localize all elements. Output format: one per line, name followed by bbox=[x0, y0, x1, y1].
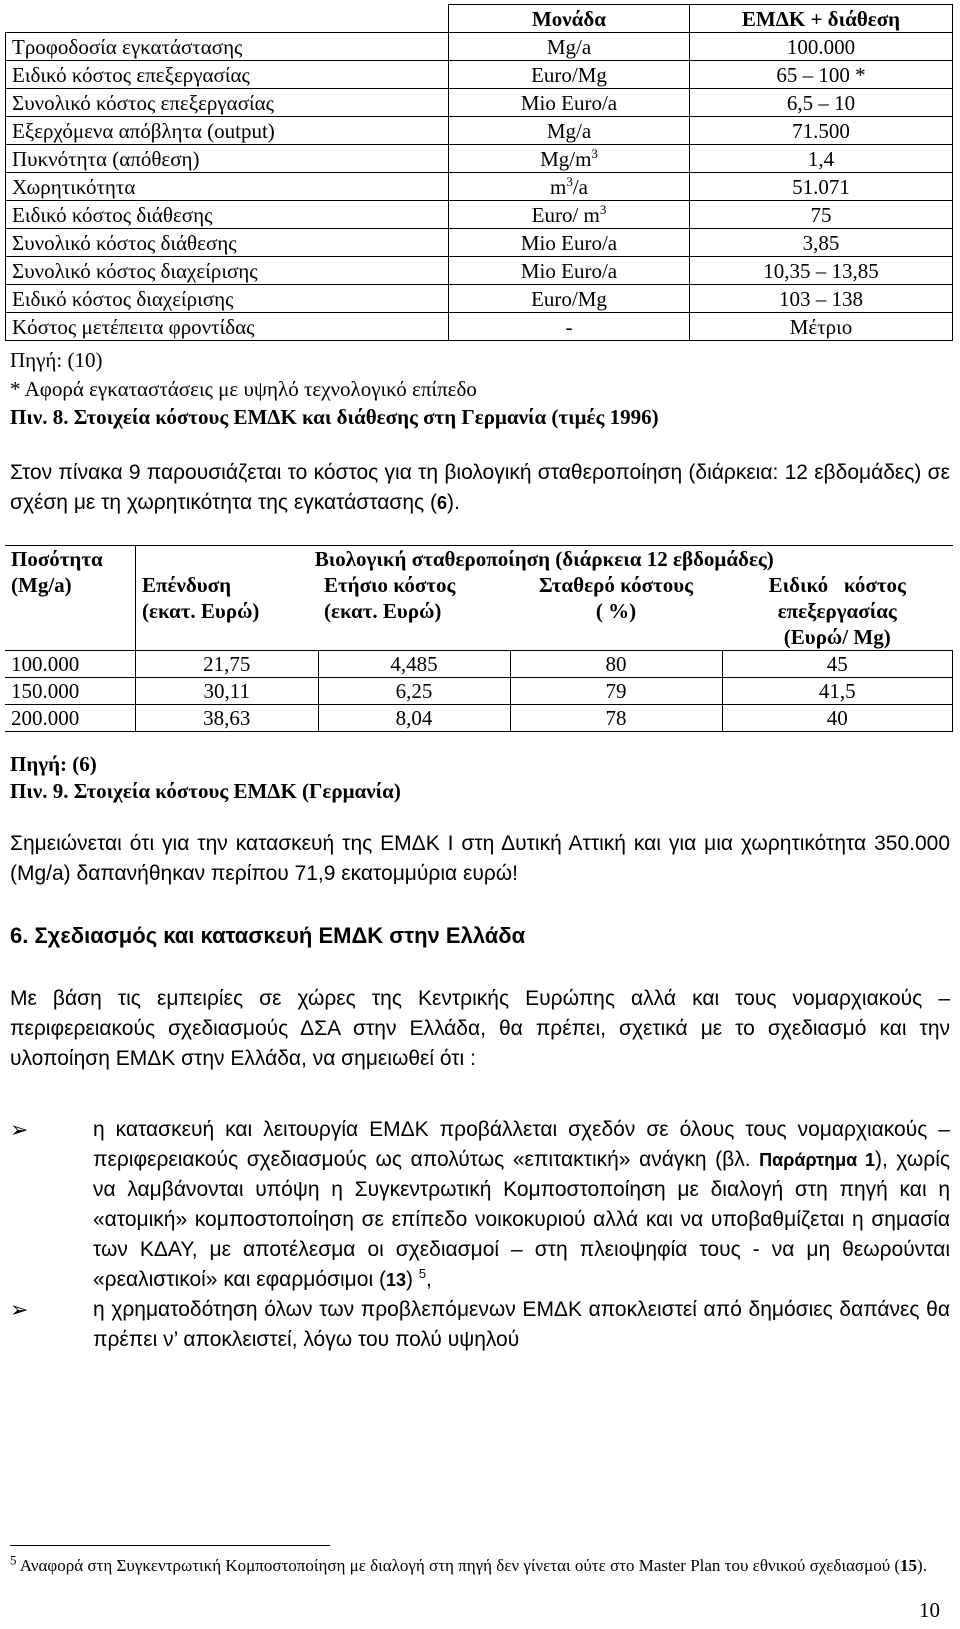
page-number: 10 bbox=[919, 1598, 940, 1622]
table-cell: Ειδικό κόστος επεξεργασίας bbox=[6, 61, 449, 89]
table-header-row bbox=[6, 5, 953, 33]
table-row bbox=[6, 145, 953, 173]
superscript: 3 bbox=[591, 145, 598, 161]
table-cell: 80 bbox=[510, 651, 722, 678]
table-cell: Mio Euro/a bbox=[449, 89, 690, 117]
superscript: 3 bbox=[566, 173, 573, 189]
table-row bbox=[6, 229, 953, 257]
table-header-cell: Μονάδα bbox=[449, 5, 690, 33]
table-header-cell bbox=[6, 5, 449, 33]
table-cell: Πυκνότητα (απόθεση) bbox=[6, 145, 449, 173]
table-cell: 51.071 bbox=[690, 173, 953, 201]
table-row bbox=[6, 313, 953, 341]
table-row bbox=[5, 678, 953, 705]
table-cell: Χωρητικότητα bbox=[6, 173, 449, 201]
arrow-bullet-icon: ➢ bbox=[10, 1117, 29, 1142]
table-row bbox=[6, 61, 953, 89]
table-cell: 4,485 bbox=[318, 651, 510, 678]
appendix-reference: Παράρτημα 1 bbox=[759, 1150, 875, 1170]
table-cell bbox=[449, 173, 690, 201]
bullet-text: η χρηματοδότηση όλων των προβλεπόμενων ΕΜΔΚ αποκλειστεί από δημόσιες δαπάνες θα πρέπει ν’ αποκλειστεί, λόγω του πολύ υψηλού bbox=[93, 1298, 950, 1351]
table-cell: 103 – 138 bbox=[690, 285, 953, 313]
table-cell: Ειδικό κόστος διαχείρισης bbox=[6, 285, 449, 313]
cost-table-germany bbox=[5, 4, 953, 341]
table-cell: Mio Euro/a bbox=[449, 257, 690, 285]
header-line: Ετήσιο κόστος bbox=[324, 573, 456, 597]
footnote-text: Αναφορά στη Συγκεντρωτική Κομποστοποίηση με διαλογή στη πηγή δεν γίνεται ούτε στο Master Plan του εθνικού σχεδιασμού ( bbox=[16, 1556, 901, 1575]
table-cell: 100.000 bbox=[5, 651, 136, 678]
table-cell: 30,11 bbox=[136, 678, 319, 705]
table-cell: 75 bbox=[690, 201, 953, 229]
table-cell: - bbox=[449, 313, 690, 341]
footnote bbox=[10, 1552, 950, 1577]
table-cell: Συνολικό κόστος επεξεργασίας bbox=[6, 89, 449, 117]
table-header-cell: ΕΜΔΚ + διάθεση bbox=[690, 5, 953, 33]
section-heading: 6. Σχεδιασμός και κατασκευή ΕΜΔΚ στην Ελλάδα bbox=[10, 923, 526, 948]
unit-text: Euro/ m bbox=[531, 202, 600, 227]
paragraph-text: Στον πίνακα 9 παρουσιάζεται το κόστος για τη βιολογική σταθεροποίηση (διάρκεια: 12 εβδομάδες) σε σχέση με τη χωρητικότητα της εγκατάστασης ( bbox=[10, 461, 950, 514]
table-row bbox=[5, 651, 953, 678]
table-caption: Πιν. 8. Στοιχεία κόστους ΕΜΔΚ και διάθεσης στη Γερμανία (τιμές 1996) bbox=[10, 405, 659, 429]
header-line: επεξεργασίας bbox=[777, 599, 897, 623]
paragraph-intro: Με βάση τις εμπειρίες σε χώρες της Κεντρικής Ευρώπης αλλά και τους νομαρχιακούς – περιφερειακούς σχεδιασμούς ΔΣΑ στην Ελλάδα, θα πρέπει, σχετικά με το σχεδιασμό και την υλοποίηση ΕΜΔΚ στην Ελλάδα, να σημειωθεί ότι : bbox=[10, 987, 950, 1070]
bullet-text: η κατασκευή και λειτουργία ΕΜΔΚ προβάλλεται σχεδόν σε όλους τους νομαρχιακούς – περιφερειακούς σχεδιασμούς ως απολύτως «επιτακτική» ανάγκη (βλ. bbox=[93, 1118, 950, 1171]
table-cell: 21,75 bbox=[136, 651, 319, 678]
table-header-cell bbox=[722, 572, 953, 651]
table-cell: 6,5 – 10 bbox=[690, 89, 953, 117]
table-cell bbox=[449, 201, 690, 229]
table-cell: 41,5 bbox=[722, 678, 953, 705]
table-cell: Mg/a bbox=[449, 117, 690, 145]
table-source: Πηγή: (6) bbox=[10, 752, 97, 776]
table-row bbox=[6, 89, 953, 117]
arrow-bullet-icon: ➢ bbox=[10, 1297, 29, 1322]
unit-suffix: /a bbox=[572, 174, 588, 199]
table-cell: 8,04 bbox=[318, 705, 510, 732]
unit-text: m bbox=[550, 174, 567, 199]
footnote-mark: 5 bbox=[10, 1552, 17, 1568]
table-cell: Euro/Mg bbox=[449, 285, 690, 313]
list-item bbox=[10, 1295, 950, 1355]
stabilization-cost-table bbox=[5, 545, 953, 732]
header-line: (Ευρώ/ Mg) bbox=[783, 625, 891, 649]
table-header-row bbox=[5, 546, 953, 573]
table-row bbox=[6, 117, 953, 145]
table-row bbox=[6, 173, 953, 201]
table-cell bbox=[449, 145, 690, 173]
bullet-text: ) bbox=[405, 1268, 419, 1291]
table-cell: Συνολικό κόστος διάθεσης bbox=[6, 229, 449, 257]
reference: 15 bbox=[900, 1556, 918, 1575]
table-cell: Mio Euro/a bbox=[449, 229, 690, 257]
reference: 6 bbox=[436, 493, 447, 513]
table-row bbox=[6, 285, 953, 313]
footnote-marker: 5 bbox=[418, 1266, 427, 1281]
table-cell: Ειδικό κόστος διάθεσης bbox=[6, 201, 449, 229]
table-cell: 79 bbox=[510, 678, 722, 705]
header-line: Ποσότητα bbox=[11, 547, 103, 571]
table-cell: 71.500 bbox=[690, 117, 953, 145]
header-line: ( %) bbox=[595, 599, 637, 623]
table-row bbox=[5, 705, 953, 732]
table-cell: 65 – 100 * bbox=[690, 61, 953, 89]
bullet-list bbox=[10, 1115, 950, 1355]
table-cell: Euro/Mg bbox=[449, 61, 690, 89]
paragraph-cost-note: Σημειώνεται ότι για την κατασκευή της ΕΜΔΚ Ι στη Δυτική Αττική και για μια χωρητικότητα 350.000 (Mg/a) δαπανήθηκαν περίπου 71,9 εκατομμύρια ευρώ! bbox=[10, 832, 950, 885]
table-cell: 3,85 bbox=[690, 229, 953, 257]
table-cell: 1,4 bbox=[690, 145, 953, 173]
superscript: 3 bbox=[599, 201, 607, 217]
table-cell: 100.000 bbox=[690, 33, 953, 61]
table-cell: 78 bbox=[510, 705, 722, 732]
table-source: Πηγή: (10) bbox=[10, 348, 103, 372]
table-cell: 6,25 bbox=[318, 678, 510, 705]
table-subheader-row bbox=[5, 572, 953, 651]
table-row bbox=[6, 201, 953, 229]
table-cell: 45 bbox=[722, 651, 953, 678]
footnote-separator bbox=[10, 1545, 330, 1546]
table-span-header: Βιολογική σταθεροποίηση (διάρκεια 12 εβδομάδες) bbox=[136, 546, 953, 573]
table-cell: Μέτριο bbox=[690, 313, 953, 341]
table-cell: Τροφοδοσία εγκατάστασης bbox=[6, 33, 449, 61]
table-row bbox=[6, 33, 953, 61]
table-cell: 40 bbox=[722, 705, 953, 732]
bullet-text: ), χωρίς να λαμβάνονται υπόψη η Συγκεντρωτική Κομποστοποίηση με διαλογή στη πηγή και η «ατομική» κομποστοποίηση σε επίπεδο νοικοκυριού αλλά και να υποβαθμίζεται η σημασία των ΚΔΑΥ, με αποτέλεσμα οι σχεδιασμοί – στη πλειοψηφία τους - να μη θεωρούνται «ρεαλιστικοί» και εφαρμόσιμοι ( bbox=[93, 1148, 950, 1291]
reference: 13 bbox=[385, 1270, 406, 1290]
table-cell: Κόστος μετέπειτα φροντίδας bbox=[6, 313, 449, 341]
paragraph-end: ). bbox=[446, 491, 460, 514]
table-header-cell bbox=[510, 572, 722, 651]
header-line: (Mg/a) bbox=[11, 573, 72, 597]
table-row bbox=[6, 257, 953, 285]
table-caption: Πιν. 9. Στοιχεία κόστους ΕΜΔΚ (Γερμανία) bbox=[10, 779, 401, 803]
header-line: (εκατ. Ευρώ) bbox=[324, 599, 442, 623]
table-header-cell bbox=[136, 572, 319, 651]
header-line: Σταθερό κόστους bbox=[539, 573, 693, 597]
header-line: Ειδικό κόστος bbox=[768, 573, 906, 597]
footnote-end: ). bbox=[917, 1556, 927, 1575]
table-cell: 38,63 bbox=[136, 705, 319, 732]
table-header-cell bbox=[5, 546, 136, 651]
list-item bbox=[10, 1115, 950, 1295]
table-cell: Συνολικό κόστος διαχείρισης bbox=[6, 257, 449, 285]
header-line: (εκατ. Ευρώ) bbox=[142, 599, 260, 623]
table-footnote: * Αφορά εγκαταστάσεις με υψηλό τεχνολογικό επίπεδο bbox=[10, 377, 477, 401]
table-header-cell bbox=[318, 572, 510, 651]
table-cell: Εξερχόμενα απόβλητα (output) bbox=[6, 117, 449, 145]
table-cell: 200.000 bbox=[5, 705, 136, 732]
table-cell: Mg/a bbox=[449, 33, 690, 61]
bullet-text: , bbox=[426, 1268, 432, 1291]
header-line: Επένδυση bbox=[142, 573, 232, 597]
table-cell: 10,35 – 13,85 bbox=[690, 257, 953, 285]
table-cell: 150.000 bbox=[5, 678, 136, 705]
unit-text: Mg/m bbox=[540, 146, 592, 171]
paragraph-table9-intro bbox=[10, 458, 950, 518]
